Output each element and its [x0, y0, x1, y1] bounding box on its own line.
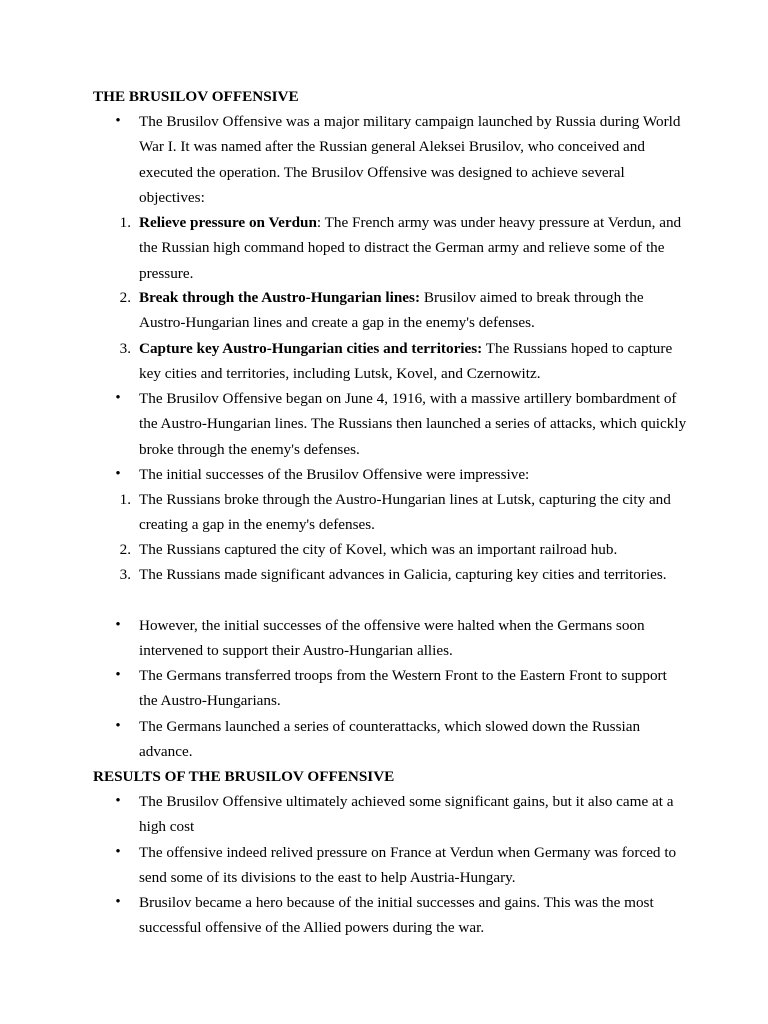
list-item-text: The Russians broke through the Austro-Hungarian lines at Lutsk, capturing the city and creating a gap in the enemy's defenses.: [139, 491, 671, 534]
bullet-icon: •: [115, 844, 121, 860]
bullet-icon: •: [115, 667, 121, 683]
bullet-icon: •: [115, 894, 121, 910]
list-number: 3.: [119, 340, 131, 357]
bullet-icon: •: [115, 113, 121, 129]
list-item-text: Relieve pressure on Verdun: The French army was under heavy pressure at Verdun, and the Russian high command hoped to distract the German army and relieve some of the pressure.: [139, 214, 682, 282]
list-number: 3.: [119, 566, 131, 583]
list-item-text: Brusilov became a hero because of the initial successes and gains. This was the most successful offensive of the Allied powers during the war.: [139, 894, 654, 937]
list-number: 1.: [119, 214, 131, 231]
bullet-icon: •: [115, 390, 121, 406]
list-item-text: Capture key Austro-Hungarian cities and territories: The Russians hoped to capture key cities and territories, including Lutsk, Kovel, and Czernowitz.: [139, 340, 673, 383]
list-item-text: The offensive indeed relived pressure on France at Verdun when Germany was forced to send some of its divisions to the east to help Austria-Hungary.: [139, 844, 677, 887]
bullet-icon: •: [115, 718, 121, 734]
list-number: 1.: [119, 491, 131, 508]
list-number: 2.: [119, 541, 131, 558]
list-item-text: The Russians made significant advances in Galicia, capturing key cities and territories.: [139, 566, 667, 583]
bullet-icon: •: [115, 617, 121, 633]
bullet-icon: •: [115, 793, 121, 809]
list-item-text: The Germans transferred troops from the Western Front to the Eastern Front to support the Austro-Hungarians.: [139, 667, 667, 710]
section-heading-results: RESULTS OF THE BRUSILOV OFFENSIVE: [93, 768, 395, 785]
bullet-icon: •: [115, 466, 121, 482]
list-item-text: The Germans launched a series of counterattacks, which slowed down the Russian advance.: [139, 718, 641, 761]
list-item-text: The Russians captured the city of Kovel, which was an important railroad hub.: [139, 541, 618, 558]
list-item-text: However, the initial successes of the offensive were halted when the Germans soon intervened to support their Austro-Hungarian allies.: [139, 617, 645, 660]
list-item-text: The Brusilov Offensive ultimately achieved some significant gains, but it also came at a high cost: [139, 793, 674, 836]
list-item-text: The Brusilov Offensive began on June 4, 1916, with a massive artillery bombardment of the Austro-Hungarian lines. The Russians then launched a series of attacks, which quickly broke through the enemy's defenses.: [139, 390, 687, 458]
list-number: 2.: [119, 289, 131, 306]
list-item-text: Break through the Austro-Hungarian lines: Brusilov aimed to break through the Austro-Hungarian lines and create a gap in the enemy's defenses.: [139, 289, 644, 332]
list-item-text: The initial successes of the Brusilov Offensive were impressive:: [139, 466, 530, 483]
section-heading-offensive: THE BRUSILOV OFFENSIVE: [93, 88, 299, 105]
list-item-text: The Brusilov Offensive was a major military campaign launched by Russia during World War I. It was named after the Russian general Aleksei Brusilov, who conceived and executed the operation. The Brusilov Offensive was designed to achieve several objectives:: [139, 113, 681, 206]
